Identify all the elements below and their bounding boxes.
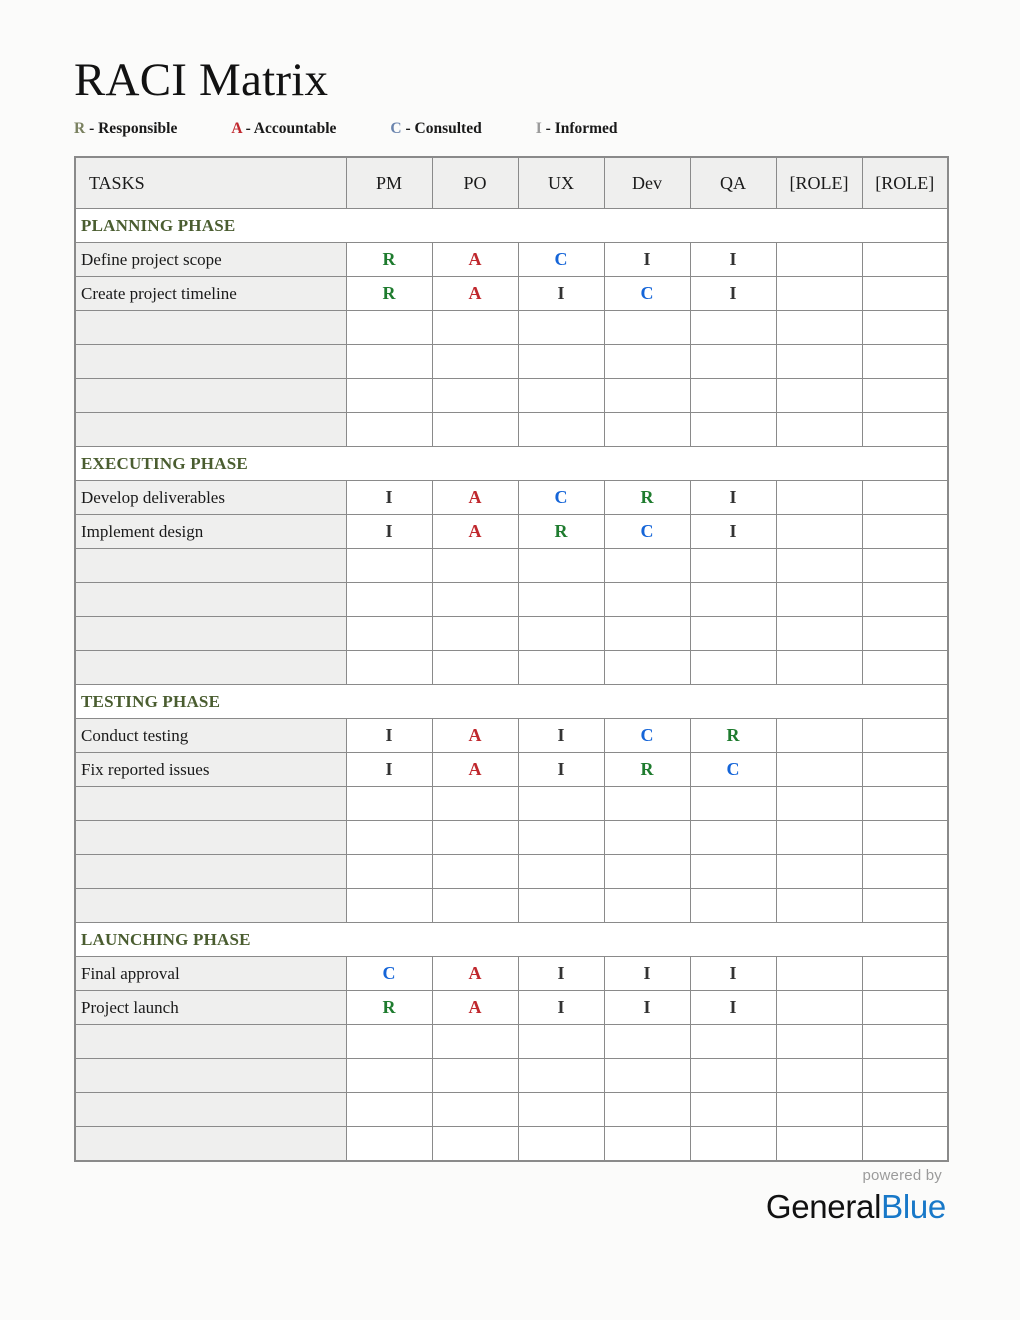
task-name-cell[interactable]: [75, 345, 346, 379]
task-name-cell[interactable]: [75, 889, 346, 923]
raci-cell[interactable]: [346, 855, 432, 889]
raci-cell[interactable]: [862, 583, 948, 617]
raci-matrix-table: [74, 156, 949, 1162]
table-header: [75, 157, 948, 209]
raci-cell[interactable]: [604, 413, 690, 447]
table-row[interactable]: [75, 651, 948, 685]
raci-cell[interactable]: [690, 1025, 776, 1059]
raci-cell[interactable]: I: [690, 481, 776, 515]
column-header-role-6: [ROLE]: [776, 157, 862, 209]
raci-cell[interactable]: [776, 481, 862, 515]
raci-cell[interactable]: [862, 1093, 948, 1127]
raci-cell[interactable]: [776, 719, 862, 753]
task-name-cell[interactable]: [75, 821, 346, 855]
raci-cell[interactable]: I: [346, 753, 432, 787]
raci-cell[interactable]: [604, 379, 690, 413]
raci-cell[interactable]: I: [346, 481, 432, 515]
raci-cell[interactable]: [346, 311, 432, 345]
raci-cell[interactable]: [862, 277, 948, 311]
task-name-cell[interactable]: Develop deliverables: [75, 481, 346, 515]
raci-cell[interactable]: [346, 787, 432, 821]
column-header-dev: Dev: [604, 157, 690, 209]
phase-row: [75, 923, 948, 957]
raci-cell[interactable]: [862, 1127, 948, 1162]
raci-cell[interactable]: [862, 345, 948, 379]
raci-cell[interactable]: [776, 277, 862, 311]
raci-cell[interactable]: [862, 1059, 948, 1093]
task-name-cell[interactable]: [75, 1093, 346, 1127]
raci-cell[interactable]: [346, 1025, 432, 1059]
header-row: [75, 157, 948, 209]
table-row[interactable]: [75, 277, 948, 311]
raci-cell[interactable]: [690, 1093, 776, 1127]
task-name-cell[interactable]: [75, 379, 346, 413]
raci-cell[interactable]: [604, 311, 690, 345]
table-row[interactable]: [75, 855, 948, 889]
task-name-cell[interactable]: [75, 787, 346, 821]
raci-cell[interactable]: [776, 345, 862, 379]
task-name-cell[interactable]: [75, 617, 346, 651]
legend-item-i: [536, 120, 618, 138]
raci-cell[interactable]: [690, 583, 776, 617]
raci-cell[interactable]: A: [432, 243, 518, 277]
raci-cell[interactable]: R: [690, 719, 776, 753]
raci-cell[interactable]: [690, 821, 776, 855]
raci-cell[interactable]: [690, 855, 776, 889]
raci-cell[interactable]: R: [346, 991, 432, 1025]
raci-cell[interactable]: I: [518, 957, 604, 991]
legend-key-a: A: [231, 120, 242, 137]
raci-cell[interactable]: A: [432, 991, 518, 1025]
raci-cell[interactable]: I: [690, 277, 776, 311]
raci-cell[interactable]: I: [690, 957, 776, 991]
raci-cell[interactable]: [604, 345, 690, 379]
task-name-cell[interactable]: Implement design: [75, 515, 346, 549]
legend-item-r: [74, 120, 177, 138]
raci-cell[interactable]: [518, 821, 604, 855]
raci-cell[interactable]: [776, 311, 862, 345]
raci-cell[interactable]: A: [432, 957, 518, 991]
raci-cell[interactable]: I: [604, 991, 690, 1025]
raci-cell[interactable]: [690, 1127, 776, 1162]
table-row[interactable]: [75, 481, 948, 515]
raci-cell[interactable]: [432, 1127, 518, 1162]
table-row[interactable]: [75, 617, 948, 651]
raci-cell[interactable]: A: [432, 753, 518, 787]
legend-key-c: C: [390, 120, 402, 137]
raci-cell[interactable]: [432, 311, 518, 345]
raci-cell[interactable]: [776, 413, 862, 447]
raci-cell[interactable]: [690, 413, 776, 447]
raci-cell[interactable]: [690, 549, 776, 583]
task-name-cell[interactable]: [75, 413, 346, 447]
raci-cell[interactable]: [862, 889, 948, 923]
raci-cell[interactable]: [776, 617, 862, 651]
raci-cell[interactable]: [776, 787, 862, 821]
raci-cell[interactable]: C: [604, 719, 690, 753]
raci-cell[interactable]: C: [518, 243, 604, 277]
raci-cell[interactable]: [862, 617, 948, 651]
raci-cell[interactable]: [862, 379, 948, 413]
task-name-cell[interactable]: [75, 1025, 346, 1059]
raci-cell[interactable]: [604, 1025, 690, 1059]
phase-row: [75, 685, 948, 719]
raci-cell[interactable]: [346, 1093, 432, 1127]
column-header-pm: PM: [346, 157, 432, 209]
raci-cell[interactable]: [604, 617, 690, 651]
raci-cell[interactable]: [346, 821, 432, 855]
task-name-cell[interactable]: Fix reported issues: [75, 753, 346, 787]
task-name-cell[interactable]: [75, 311, 346, 345]
raci-cell[interactable]: [776, 855, 862, 889]
raci-cell[interactable]: [862, 651, 948, 685]
raci-cell[interactable]: [862, 481, 948, 515]
legend-text-r: - Responsible: [85, 120, 178, 137]
raci-cell[interactable]: [346, 583, 432, 617]
raci-cell[interactable]: [776, 991, 862, 1025]
raci-cell[interactable]: [518, 413, 604, 447]
legend-text-a: - Accountable: [241, 120, 337, 137]
raci-cell[interactable]: [346, 379, 432, 413]
raci-cell[interactable]: [518, 787, 604, 821]
table-row[interactable]: [75, 515, 948, 549]
task-name-cell[interactable]: Create project timeline: [75, 277, 346, 311]
raci-cell[interactable]: [432, 855, 518, 889]
brand-blue: Blue: [881, 1188, 946, 1225]
raci-cell[interactable]: I: [690, 515, 776, 549]
raci-cell[interactable]: [776, 889, 862, 923]
raci-cell[interactable]: R: [346, 243, 432, 277]
raci-cell[interactable]: [604, 549, 690, 583]
raci-cell[interactable]: [432, 413, 518, 447]
raci-cell[interactable]: C: [346, 957, 432, 991]
raci-cell[interactable]: [604, 1127, 690, 1162]
raci-cell[interactable]: [518, 889, 604, 923]
raci-cell[interactable]: [604, 651, 690, 685]
table-body: [75, 209, 948, 1162]
raci-cell[interactable]: [862, 1025, 948, 1059]
raci-cell[interactable]: [690, 379, 776, 413]
raci-cell[interactable]: [518, 345, 604, 379]
raci-cell[interactable]: [518, 379, 604, 413]
table-row[interactable]: [75, 379, 948, 413]
raci-cell[interactable]: [604, 787, 690, 821]
raci-cell[interactable]: [346, 1127, 432, 1162]
table-row[interactable]: [75, 991, 948, 1025]
table-row[interactable]: [75, 821, 948, 855]
raci-cell[interactable]: [862, 855, 948, 889]
raci-cell[interactable]: I: [346, 719, 432, 753]
raci-cell[interactable]: [518, 855, 604, 889]
raci-cell[interactable]: [690, 787, 776, 821]
table-row[interactable]: [75, 549, 948, 583]
raci-cell[interactable]: [346, 413, 432, 447]
raci-cell[interactable]: [776, 957, 862, 991]
task-name-cell[interactable]: Final approval: [75, 957, 346, 991]
table-row[interactable]: [75, 957, 948, 991]
raci-cell[interactable]: C: [518, 481, 604, 515]
raci-cell[interactable]: [518, 1127, 604, 1162]
raci-cell[interactable]: [432, 549, 518, 583]
table-row[interactable]: [75, 1127, 948, 1162]
raci-cell[interactable]: [432, 1059, 518, 1093]
raci-cell[interactable]: [432, 583, 518, 617]
table-row[interactable]: [75, 311, 948, 345]
column-header-po: PO: [432, 157, 518, 209]
raci-cell[interactable]: [518, 1025, 604, 1059]
raci-cell[interactable]: [518, 651, 604, 685]
raci-cell[interactable]: I: [518, 719, 604, 753]
raci-cell[interactable]: [776, 1127, 862, 1162]
raci-cell[interactable]: [346, 549, 432, 583]
table-row[interactable]: [75, 345, 948, 379]
table-row[interactable]: [75, 787, 948, 821]
raci-cell[interactable]: [862, 719, 948, 753]
raci-cell[interactable]: R: [604, 481, 690, 515]
raci-cell[interactable]: [862, 957, 948, 991]
legend-item-c: [390, 120, 481, 138]
raci-cell[interactable]: [690, 311, 776, 345]
raci-cell[interactable]: [862, 413, 948, 447]
raci-cell[interactable]: [776, 1059, 862, 1093]
table-row[interactable]: [75, 583, 948, 617]
phase-heading: TESTING PHASE: [75, 685, 948, 719]
legend-text-c: - Consulted: [401, 120, 482, 137]
raci-cell[interactable]: A: [432, 719, 518, 753]
raci-cell[interactable]: [862, 243, 948, 277]
phase-row: [75, 447, 948, 481]
column-header-ux: UX: [518, 157, 604, 209]
powered-by-label: powered by: [862, 1167, 942, 1184]
raci-cell[interactable]: I: [346, 515, 432, 549]
task-name-cell[interactable]: [75, 1127, 346, 1162]
raci-cell[interactable]: [604, 1059, 690, 1093]
phase-heading: LAUNCHING PHASE: [75, 923, 948, 957]
raci-cell[interactable]: [862, 821, 948, 855]
raci-cell[interactable]: [862, 787, 948, 821]
task-name-cell[interactable]: [75, 1059, 346, 1093]
raci-cell[interactable]: [776, 515, 862, 549]
column-header-qa: QA: [690, 157, 776, 209]
page-title: RACI Matrix: [74, 54, 329, 106]
raci-cell[interactable]: [432, 1025, 518, 1059]
table-row[interactable]: [75, 719, 948, 753]
raci-cell[interactable]: I: [690, 991, 776, 1025]
task-name-cell[interactable]: Define project scope: [75, 243, 346, 277]
raci-cell[interactable]: [690, 617, 776, 651]
raci-cell[interactable]: I: [518, 753, 604, 787]
raci-cell[interactable]: [776, 549, 862, 583]
raci-cell[interactable]: [432, 617, 518, 651]
raci-cell[interactable]: [346, 889, 432, 923]
raci-cell[interactable]: [690, 889, 776, 923]
raci-cell[interactable]: [432, 379, 518, 413]
task-name-cell[interactable]: [75, 549, 346, 583]
raci-cell[interactable]: [346, 345, 432, 379]
legend-text-i: - Informed: [541, 120, 618, 137]
raci-cell[interactable]: [346, 617, 432, 651]
raci-cell[interactable]: [862, 549, 948, 583]
task-name-cell[interactable]: [75, 651, 346, 685]
raci-cell[interactable]: A: [432, 277, 518, 311]
raci-cell[interactable]: I: [690, 243, 776, 277]
raci-cell[interactable]: I: [604, 957, 690, 991]
raci-cell[interactable]: C: [604, 277, 690, 311]
footer-logo: [766, 1168, 946, 1223]
legend-key-r: R: [74, 120, 86, 137]
raci-cell[interactable]: [518, 617, 604, 651]
task-name-cell[interactable]: [75, 583, 346, 617]
phase-heading: PLANNING PHASE: [75, 209, 948, 243]
raci-cell[interactable]: I: [518, 991, 604, 1025]
raci-cell[interactable]: [776, 651, 862, 685]
raci-cell[interactable]: [862, 515, 948, 549]
raci-cell[interactable]: [690, 345, 776, 379]
legend-key-i: I: [535, 120, 542, 137]
task-name-cell[interactable]: Conduct testing: [75, 719, 346, 753]
raci-cell[interactable]: [604, 1093, 690, 1127]
raci-cell[interactable]: [604, 855, 690, 889]
task-name-cell[interactable]: Project launch: [75, 991, 346, 1025]
raci-cell[interactable]: [432, 889, 518, 923]
raci-cell[interactable]: [432, 1093, 518, 1127]
table-row[interactable]: [75, 1093, 948, 1127]
raci-cell[interactable]: [518, 311, 604, 345]
raci-cell[interactable]: [862, 311, 948, 345]
column-header-tasks: TASKS: [75, 157, 346, 209]
raci-cell[interactable]: [518, 1093, 604, 1127]
raci-cell[interactable]: [604, 821, 690, 855]
table-row[interactable]: [75, 1025, 948, 1059]
raci-cell[interactable]: [518, 549, 604, 583]
raci-cell[interactable]: [432, 787, 518, 821]
raci-cell[interactable]: C: [604, 515, 690, 549]
legend-item-a: [231, 120, 336, 138]
raci-cell[interactable]: [862, 991, 948, 1025]
raci-cell[interactable]: [432, 651, 518, 685]
raci-cell[interactable]: [346, 1059, 432, 1093]
raci-cell[interactable]: [776, 753, 862, 787]
generalblue-logo: [766, 1190, 946, 1223]
raci-cell[interactable]: [776, 583, 862, 617]
raci-cell[interactable]: [862, 753, 948, 787]
raci-cell[interactable]: [432, 821, 518, 855]
raci-cell[interactable]: [604, 583, 690, 617]
raci-cell[interactable]: A: [432, 515, 518, 549]
phase-heading: EXECUTING PHASE: [75, 447, 948, 481]
raci-legend: [74, 120, 946, 138]
phase-row: [75, 209, 948, 243]
table-row[interactable]: [75, 753, 948, 787]
raci-cell[interactable]: [518, 1059, 604, 1093]
raci-cell[interactable]: A: [432, 481, 518, 515]
task-name-cell[interactable]: [75, 855, 346, 889]
raci-cell[interactable]: [776, 379, 862, 413]
brand-general: General: [765, 1188, 882, 1225]
table-row[interactable]: [75, 243, 948, 277]
raci-cell[interactable]: [776, 1093, 862, 1127]
raci-cell[interactable]: C: [690, 753, 776, 787]
raci-cell[interactable]: [690, 651, 776, 685]
column-header-role-7: [ROLE]: [862, 157, 948, 209]
raci-cell[interactable]: [776, 1025, 862, 1059]
raci-cell[interactable]: [432, 345, 518, 379]
raci-cell[interactable]: [776, 821, 862, 855]
raci-cell[interactable]: I: [604, 243, 690, 277]
raci-cell[interactable]: R: [518, 515, 604, 549]
table-row[interactable]: [75, 1059, 948, 1093]
raci-cell[interactable]: R: [604, 753, 690, 787]
raci-cell[interactable]: [346, 651, 432, 685]
raci-cell[interactable]: R: [346, 277, 432, 311]
table-row[interactable]: [75, 413, 948, 447]
raci-cell[interactable]: I: [518, 277, 604, 311]
table-row[interactable]: [75, 889, 948, 923]
raci-cell[interactable]: [690, 1059, 776, 1093]
raci-cell[interactable]: [604, 889, 690, 923]
raci-cell[interactable]: [776, 243, 862, 277]
raci-cell[interactable]: [518, 583, 604, 617]
